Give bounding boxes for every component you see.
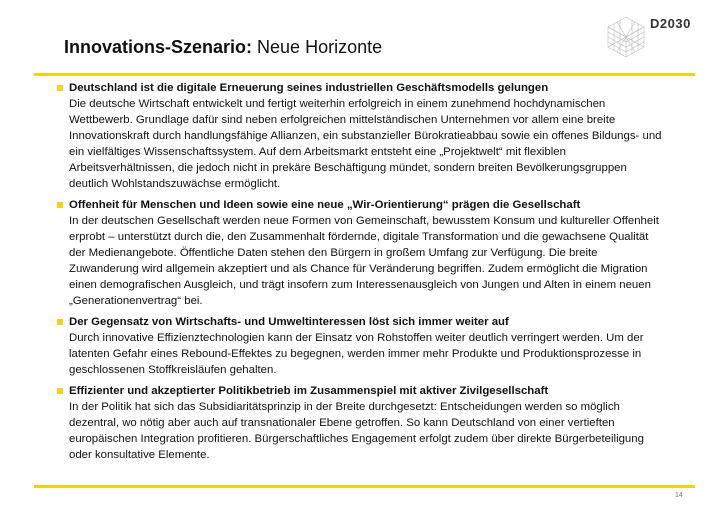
list-item	[0, 197, 665, 309]
brand-label: D2030	[650, 16, 691, 31]
list-item	[0, 383, 665, 463]
page-number: 14	[675, 492, 683, 499]
title-rest: Neue Horizonte	[257, 37, 383, 57]
list-item	[0, 314, 665, 378]
item-heading: Deutschland ist die digitale Erneuerung seines industriellen Geschäftsmodells gelungen	[69, 82, 549, 94]
d2030-logo-icon	[603, 14, 649, 60]
bottom-divider	[34, 485, 695, 488]
item-text: In der Politik hat sich das Subsidiaritätsprinzip in der Breite durchgesetzt: Entscheidungen werden so möglich dezentral, wo nötig aber auch auf transnationaler Ebene getroffen. So kann Deutschland von einer vertieften europäischen Integration profitieren. Bürgerschaftliches Engagement erfolgt zudem über direkte Bürgerbeteiligung oder konsultative Elemente.	[69, 401, 644, 461]
item-heading: Offenheit für Menschen und Ideen sowie eine neue „Wir-Orientierung“ prägen die Gesellschaft	[69, 199, 581, 211]
bullet-square-icon	[57, 388, 63, 394]
item-text: Die deutsche Wirtschaft entwickelt und fertigt weiterhin erfolgreich in einem zunehmend hochdynamischen Wettbewerb. Grundlage dafür sind neben erfolgreichen mittelständischen Unternehmen vor allem eine breite Innovationskraft durch handlungsfähige Allianzen, ein substanzieller Bürokratieabbau sowie ein offenes Bildungs- und ein vielfältiges Wissenschaftssystem. Auf dem Arbeitsmarkt entsteht eine „Projektwelt“ mit flexiblen Arbeitsverhältnissen, die jedoch nicht in prekäre Beschäftigung mündet, sondern breiten Bevölkerungsgruppen deutlich Wohlstandszuwächse ermöglicht.	[69, 98, 662, 190]
bullet-square-icon	[57, 202, 63, 208]
item-text: In der deutschen Gesellschaft werden neue Formen von Gemeinschaft, bewusstem Konsum und kultureller Offenheit erprobt – unterstützt durch die, den Zusammenhalt fördernde, digitale Transformation und die gewachsene Qualität der Medienangebote. Öffentliche Daten stehen den Bürgern in großem Umfang zur Verfügung. Die breite Zuwanderung wird allgemein akzeptiert und als Chance für Veränderung begriffen. Zudem ermöglicht die Migration einen demografischen Ausgleich, und trägt insofern zum Interessenausgleich von Jungen und Alten in einem neuen „Generationenvertrag“ bei.	[69, 215, 659, 307]
title-bold: Innovations-Szenario:	[64, 37, 253, 57]
item-heading: Effizienter und akzeptierter Politikbetrieb im Zusammenspiel mit aktiver Zivilgesellschaft	[69, 385, 549, 397]
bullet-list	[0, 80, 723, 468]
item-heading: Der Gegensatz von Wirtschafts- und Umweltinteressen löst sich immer weiter auf	[69, 316, 509, 328]
top-divider	[34, 73, 695, 76]
bullet-square-icon	[57, 319, 63, 325]
item-text: Durch innovative Effizienztechnologien kann der Einsatz von Rohstoffen weiter deutlich verringert werden. Um der latenten Gefahr eines Rebound-Effektes zu begegnen, werden immer mehr Produkte und Produktionsprozesse in geschlossenen Stoffkreisläufen gehalten.	[69, 332, 644, 376]
page-title	[64, 36, 382, 58]
list-item	[0, 80, 665, 192]
bullet-square-icon	[57, 85, 63, 91]
